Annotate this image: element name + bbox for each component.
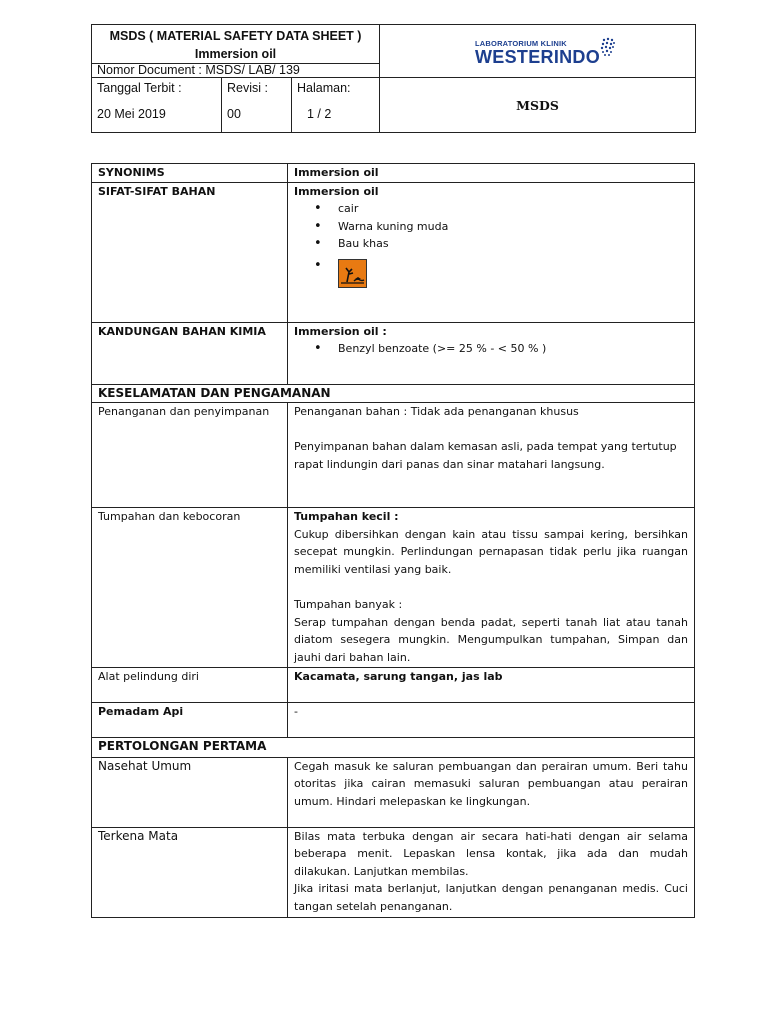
msds-content-table [91, 163, 695, 918]
issue-date-label: Tanggal Terbit : [97, 81, 182, 95]
kandungan-list [294, 340, 688, 358]
tumpahan-kecil-text: Cukup dibersihkan dengan kain atau tissu sampai kering, bersihkan secepat mungkin. Perlindungan pernapasan tidak perlu jika ruangan memiliki ventilasi yang baik. [294, 527, 688, 576]
tumpahan-banyak-title: Tumpahan banyak : [294, 598, 403, 612]
table-row [92, 164, 695, 183]
mata-label: Terkena Mata [92, 827, 288, 917]
logo-cell [380, 25, 696, 78]
header-title-line2: Immersion oil [194, 47, 277, 61]
page-value: 1 / 2 [307, 107, 332, 121]
kandungan-value [288, 322, 695, 384]
page-label: Halaman: [297, 81, 351, 95]
list-item: • cair [338, 200, 688, 218]
kandungan-title: Immersion oil : [294, 324, 387, 338]
sifat-title: Immersion oil [294, 184, 379, 198]
penanganan-value [288, 403, 695, 508]
environment-hazard-icon [338, 259, 367, 288]
synonims-value: Immersion oil [288, 164, 695, 183]
mata-value [288, 827, 695, 917]
sifat-value [288, 182, 695, 322]
table-row [92, 757, 695, 827]
logo-main-text: WESTERINDO [475, 46, 601, 67]
table-row [92, 737, 695, 757]
tumpahan-kecil-title: Tumpahan kecil : [294, 510, 399, 524]
revision-cell [222, 78, 292, 133]
list-item: • Warna kuning muda [338, 218, 688, 236]
sifat-list [294, 200, 688, 288]
alat-value: Kacamata, sarung tangan, jas lab [288, 667, 695, 702]
company-logo [475, 39, 600, 66]
table-row [92, 827, 695, 917]
tumpahan-value [288, 508, 695, 667]
mata-text-2: Jika iritasi mata berlanjut, lanjutkan dengan penanganan medis. Cuci tangan setelah penanganan. [294, 882, 688, 913]
issue-date-value: 20 Mei 2019 [97, 107, 166, 121]
sifat-label: SIFAT-SIFAT BAHAN [92, 182, 288, 322]
list-item [338, 257, 688, 288]
kandungan-label: KANDUNGAN BAHAN KIMIA [92, 322, 288, 384]
penanganan-text-1: Penanganan bahan : Tidak ada penanganan khusus [294, 405, 579, 419]
table-row [92, 508, 695, 667]
penanganan-label: Penanganan dan penyimpanan [92, 403, 288, 508]
revision-value: 00 [227, 107, 241, 121]
page-cell [292, 78, 380, 133]
issue-date-cell [92, 78, 222, 133]
alat-label: Alat pelindung diri [92, 667, 288, 702]
nasehat-value: Cegah masuk ke saluran pembuangan dan perairan umum. Beri tahu otoritas jika cairan memasuki saluran pembuangan atau perairan umum. Hindari melepaskan ke lingkungan. [288, 757, 695, 827]
tumpahan-banyak-text: Serap tumpahan dengan benda padat, seperti tanah liat atau tanah diatom sesegera mungkin. Mengumpulkan tumpahan, Simpan dan jauhi dari bahan lain. [294, 615, 688, 664]
section-keselamatan: KESELAMATAN DAN PENGAMANAN [92, 384, 695, 403]
logo-mark-icon [600, 37, 616, 59]
header-title-line1: MSDS ( MATERIAL SAFETY DATA SHEET ) [109, 29, 362, 43]
revision-label: Revisi : [227, 81, 268, 95]
section-pertolongan: PERTOLONGAN PERTAMA [92, 737, 695, 757]
synonims-label: SYNONIMS [92, 164, 288, 183]
list-item: • Benzyl benzoate (>= 25 % - < 50 % ) [338, 340, 688, 358]
penanganan-text-2: Penyimpanan bahan dalam kemasan asli, pada tempat yang tertutup rapat lindungin dari panas dan sinar matahari langsung. [294, 440, 677, 471]
table-row [92, 667, 695, 702]
pemadam-label: Pemadam Api [92, 702, 288, 737]
document-header [91, 24, 696, 133]
msds-label: MSDS [380, 78, 696, 133]
table-row [92, 384, 695, 403]
table-row [92, 403, 695, 508]
logo-top-text: LABORATORIUM KLINIK [475, 38, 567, 48]
table-row [92, 702, 695, 737]
document-number: Nomor Document : MSDS/ LAB/ 139 [92, 64, 380, 78]
list-item: • Bau khas [338, 235, 688, 253]
pemadam-value: - [288, 702, 695, 737]
nasehat-label: Nasehat Umum [92, 757, 288, 827]
table-row [92, 322, 695, 384]
table-row [92, 182, 695, 322]
mata-text-1: Bilas mata terbuka dengan air secara hati-hati dengan air selama beberapa menit. Lepaskan lensa kontak, jika ada dan mudah dilakukan. Lanjutkan membilas. [294, 829, 688, 878]
header-title [92, 25, 380, 64]
tumpahan-label: Tumpahan dan kebocoran [92, 508, 288, 667]
